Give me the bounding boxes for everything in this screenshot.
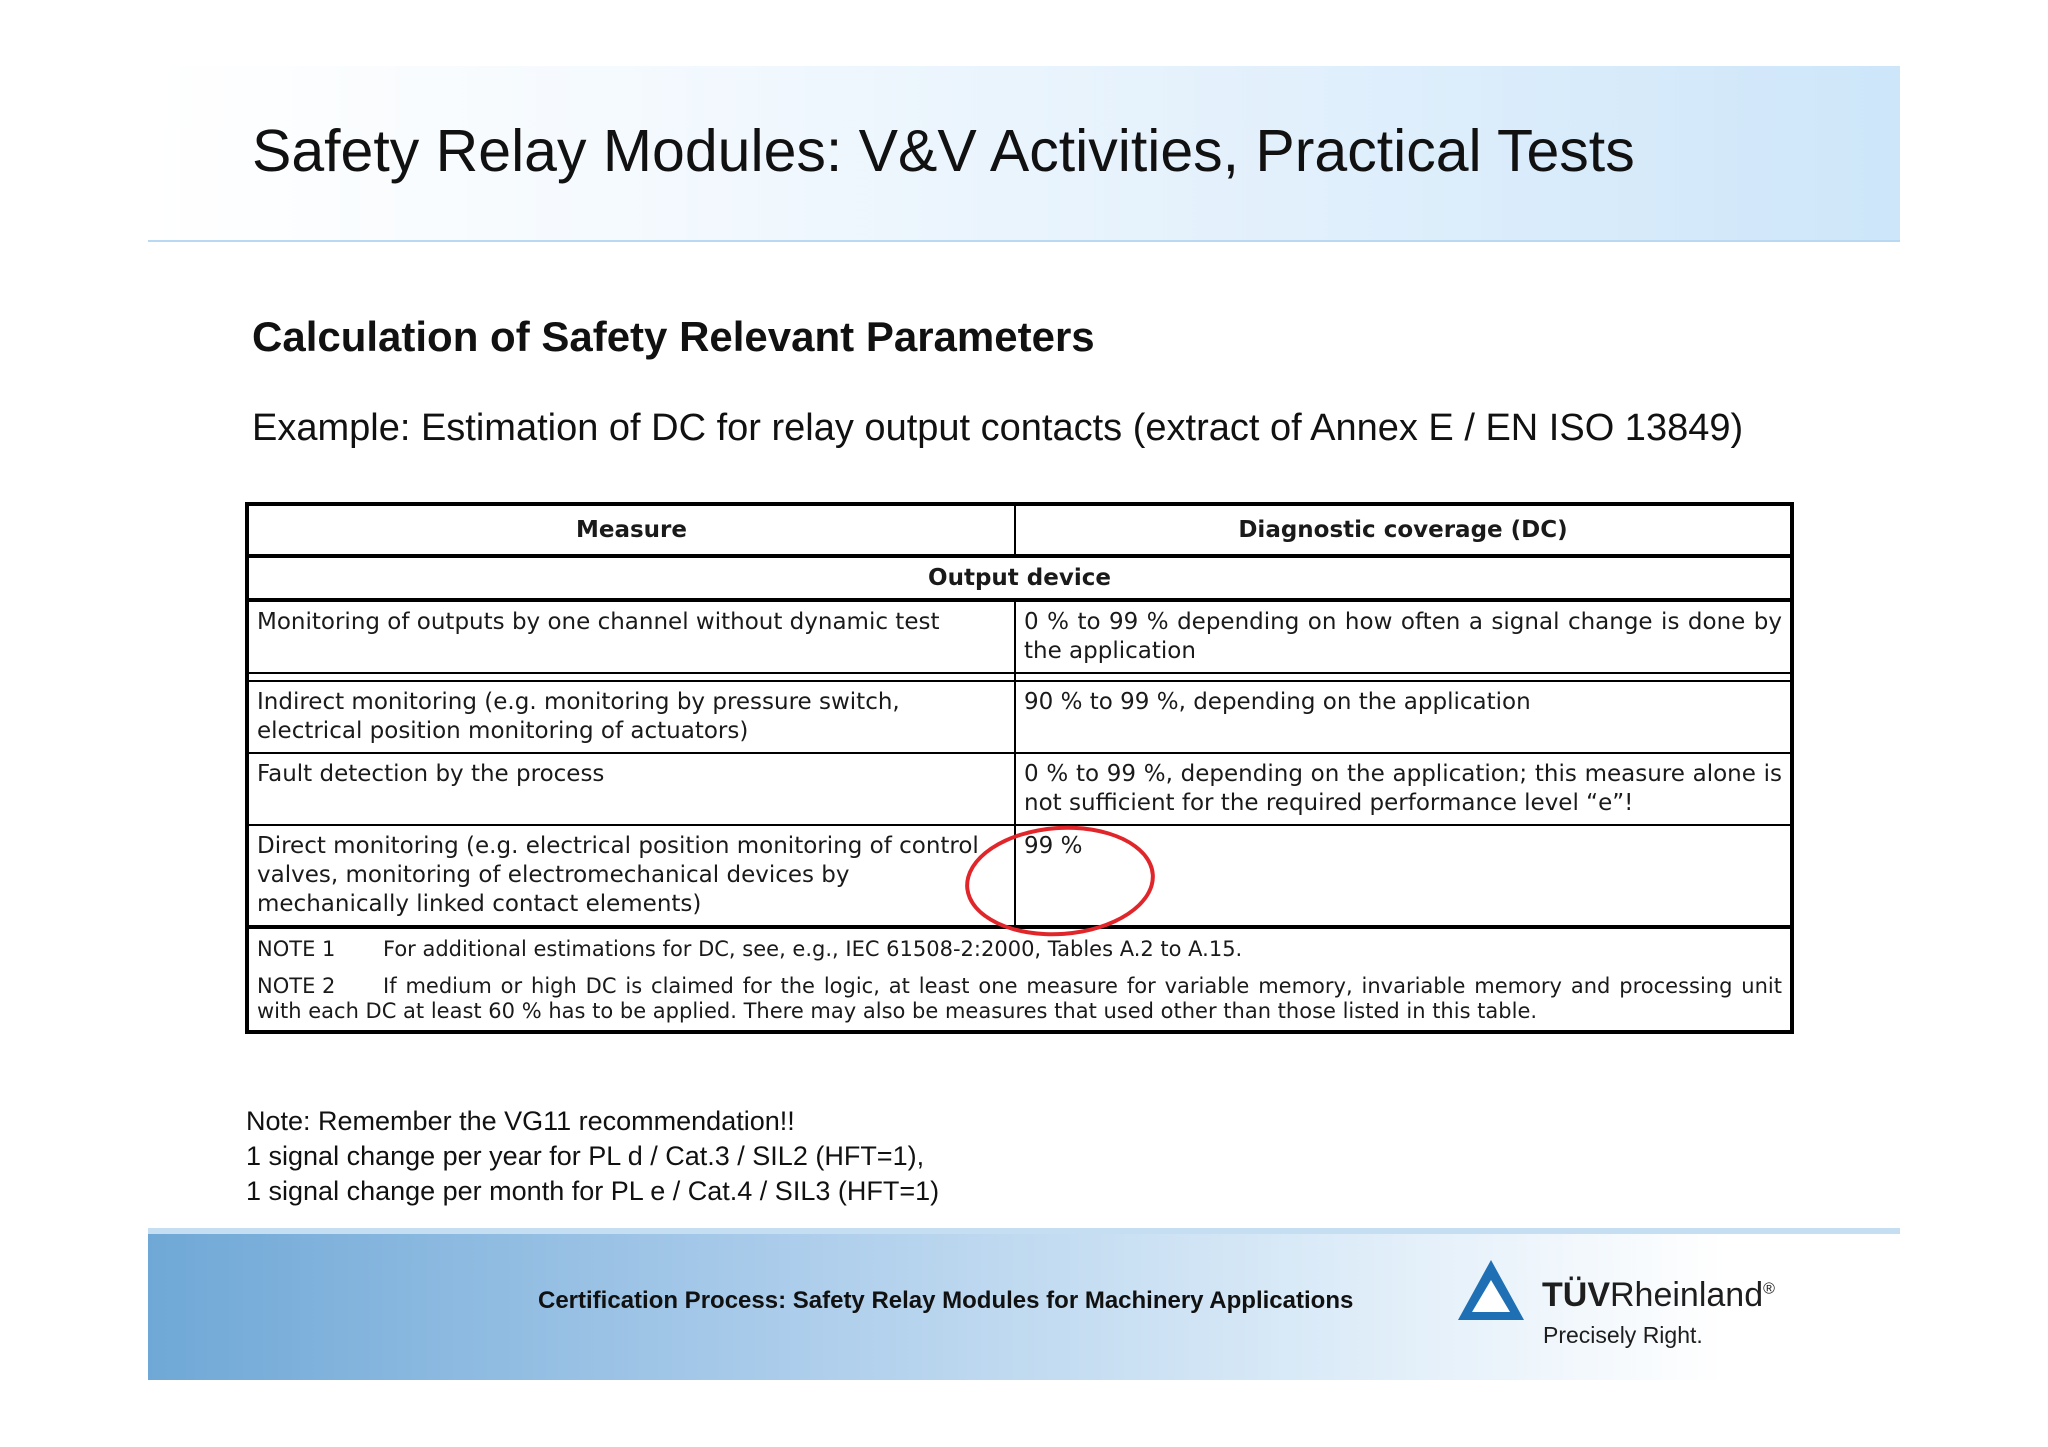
dc-cell: 90 % to 99 %, depending on the application — [1015, 681, 1792, 753]
note-1-text: For additional estimations for DC, see, e.g., IEC 61508-2:2000, Tables A.2 to A.15. — [383, 937, 1243, 961]
brand-name — [1542, 1276, 1775, 1315]
table-row — [247, 753, 1792, 825]
column-header-dc: Diagnostic coverage (DC) — [1015, 504, 1792, 556]
dc-table-extract — [245, 502, 1790, 1060]
dc-cell: 99 % — [1015, 825, 1792, 927]
dc-table — [245, 502, 1794, 1034]
measure-cell: Direct monitoring (e.g. electrical position monitoring of control valves, monitoring of electromechanical devices by mechanically linked contact elements) — [247, 825, 1015, 927]
footer-title: Certification Process: Safety Relay Modules for Machinery Applications — [538, 1287, 1354, 1314]
note-line: 1 signal change per year for PL d / Cat.3 / SIL2 (HFT=1), — [246, 1141, 925, 1171]
tuv-triangle-icon — [1456, 1258, 1526, 1324]
group-label-output-device: Output device — [247, 556, 1792, 600]
example-description: Example: Estimation of DC for relay output contacts (extract of Annex E / EN ISO 13849) — [252, 407, 1744, 449]
note-1-tag: NOTE 1 — [257, 937, 336, 961]
table-row — [247, 600, 1792, 673]
registered-mark: ® — [1763, 1280, 1775, 1298]
vg11-note — [246, 1104, 939, 1209]
note-1 — [257, 937, 1782, 962]
brand-name-bold: TÜV — [1542, 1276, 1610, 1314]
note-2 — [257, 974, 1782, 1024]
brand-tagline: Precisely Right. — [1543, 1322, 1703, 1348]
measure-cell: Monitoring of outputs by one channel without dynamic test — [247, 600, 1015, 673]
notes-cell — [247, 927, 1792, 1032]
note-line: 1 signal change per month for PL e / Cat.4 / SIL3 (HFT=1) — [246, 1176, 940, 1206]
note-2-text: If medium or high DC is claimed for the logic, at least one measure for variable memory, invariable memory and processing unit with each DC at least 60 % has to be applied. There may also be measures that used other than those listed in this table. — [257, 974, 1782, 1023]
table-header-row — [247, 504, 1792, 556]
tuv-rheinland-logo — [1456, 1258, 1836, 1358]
note-2-tag: NOTE 2 — [257, 974, 336, 998]
page-title: Safety Relay Modules: V&V Activities, Practical Tests — [252, 118, 1635, 184]
note-line: Note: Remember the VG11 recommendation!! — [246, 1106, 795, 1136]
measure-cell: Fault detection by the process — [247, 753, 1015, 825]
spacer-row — [247, 673, 1792, 681]
section-heading: Calculation of Safety Relevant Parameters — [252, 313, 1095, 360]
group-row — [247, 556, 1792, 600]
table-row — [247, 681, 1792, 753]
measure-cell: Indirect monitoring (e.g. monitoring by pressure switch, electrical position monitoring of actuators) — [247, 681, 1015, 753]
brand-name-regular: Rheinland — [1610, 1276, 1764, 1314]
notes-row — [247, 927, 1792, 1032]
dc-cell: 0 % to 99 % depending on how often a signal change is done by the application — [1015, 600, 1792, 673]
dc-cell: 0 % to 99 %, depending on the application; this measure alone is not sufficient for the required performance level “e”! — [1015, 753, 1792, 825]
column-header-measure: Measure — [247, 504, 1015, 556]
